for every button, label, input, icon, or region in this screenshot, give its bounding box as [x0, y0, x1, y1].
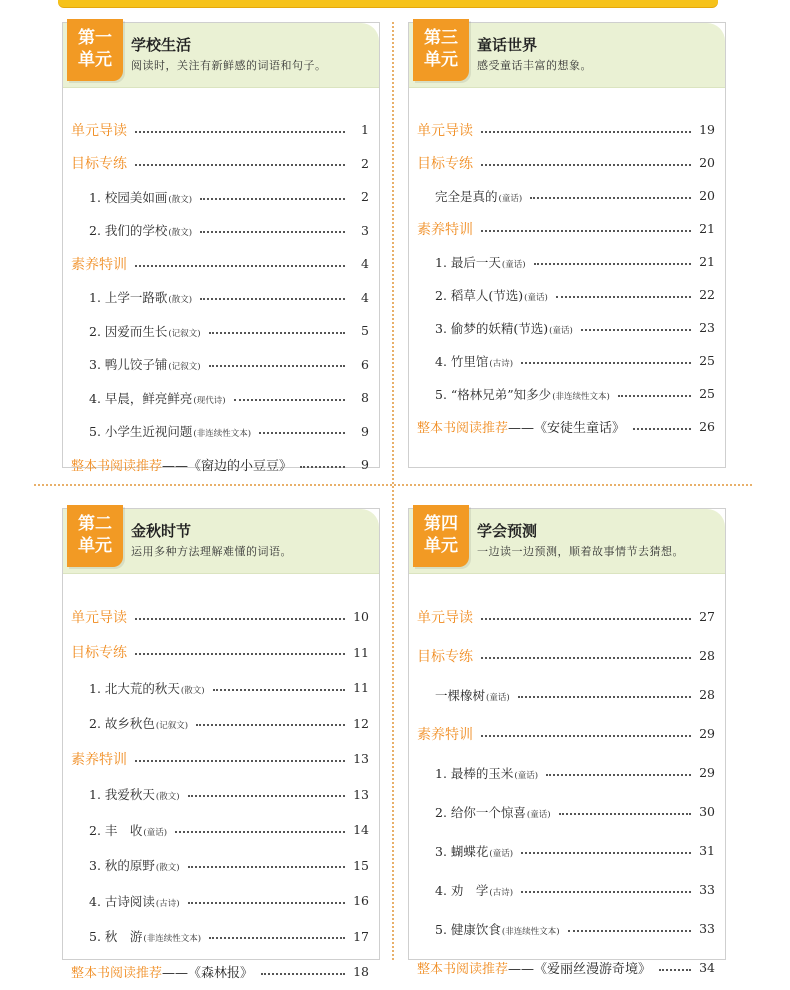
toc-entry-text: 2. 丰 收	[89, 822, 143, 838]
toc-entry-title	[435, 286, 548, 304]
toc-entry[interactable]	[71, 381, 369, 415]
toc-entry[interactable]	[417, 948, 715, 987]
toc-entry-title: 单元导读	[417, 122, 473, 139]
row-divider	[34, 484, 752, 486]
toc-entry-title: 素养特训	[71, 751, 127, 768]
toc-entry[interactable]	[71, 670, 369, 706]
toc-entry[interactable]	[417, 831, 715, 870]
toc-entry-title	[89, 892, 180, 910]
toc-entry-title: 目标专练	[71, 156, 127, 173]
genre-tag: (非连续性文本)	[552, 391, 610, 402]
toc-entry-text: 2. 故乡秋色	[89, 716, 155, 732]
unit-header	[63, 509, 379, 574]
toc-entry[interactable]	[71, 314, 369, 348]
genre-tag: (散文)	[155, 863, 180, 874]
toc-entry-text: 2. 我们的学校	[89, 223, 168, 239]
toc-entry[interactable]	[71, 415, 369, 449]
page-number: 20	[699, 155, 715, 170]
toc-entry[interactable]	[417, 909, 715, 948]
dot-leader	[546, 774, 691, 776]
unit-panel-1	[62, 22, 380, 475]
dot-leader	[209, 332, 345, 334]
unit-badge	[67, 19, 123, 81]
unit-panel-4	[408, 508, 726, 977]
toc-entry[interactable]	[417, 245, 715, 278]
page-number: 3	[361, 222, 369, 238]
unit-badge	[413, 505, 469, 567]
toc-entry[interactable]	[417, 714, 715, 753]
unit-subtitle: 感受童话丰富的想象。	[477, 59, 592, 72]
toc-entry-title	[89, 679, 205, 697]
toc-entry-title: 素养特训	[417, 726, 473, 743]
dot-leader	[518, 696, 691, 698]
dot-leader	[135, 164, 345, 166]
toc-entry[interactable]	[417, 377, 715, 410]
toc-entry[interactable]	[417, 753, 715, 792]
page-number: 29	[699, 765, 715, 780]
toc-entry[interactable]	[417, 792, 715, 831]
dot-leader	[481, 735, 691, 737]
toc-entry-text: 4. 古诗阅读	[89, 893, 155, 909]
dot-leader	[261, 973, 345, 975]
toc-entry-title	[435, 352, 513, 370]
page-number: 15	[353, 857, 369, 873]
toc-entry[interactable]	[71, 281, 369, 315]
dot-leader	[200, 198, 345, 200]
toc-entry-text: 4. 竹里馆	[435, 353, 489, 369]
toc-entry[interactable]	[417, 870, 715, 909]
dot-leader	[135, 618, 345, 620]
page-number: 33	[699, 882, 715, 897]
dot-leader	[521, 362, 691, 364]
genre-tag: (古诗)	[489, 358, 514, 369]
toc-entry-text: 2. 稻草人(节选)	[435, 287, 524, 303]
dot-leader	[135, 653, 345, 655]
dot-leader	[200, 231, 345, 233]
book-recommend-label: 整本书阅读推荐	[71, 459, 163, 475]
toc-entry-title: 素养特训	[417, 221, 473, 238]
toc-entry-title	[89, 288, 192, 306]
toc-entry[interactable]	[71, 635, 369, 671]
toc-entry[interactable]	[417, 597, 715, 636]
page-number: 26	[699, 419, 715, 434]
toc-entry[interactable]	[71, 954, 369, 990]
unit-title: 学校生活	[131, 36, 192, 54]
toc-entry-text: 1. 最后一天	[435, 254, 501, 270]
toc-entry-title	[435, 385, 610, 403]
toc-entry-text: 3. 偷梦的妖精(节选)	[435, 320, 549, 336]
genre-tag: (童话)	[524, 292, 548, 303]
dot-leader	[300, 466, 345, 468]
toc-entry-title	[435, 686, 510, 704]
dot-leader	[188, 866, 345, 868]
page-number: 16	[353, 893, 369, 909]
toc-entry-text: 2. 因爱而生长	[89, 323, 168, 339]
toc-entry[interactable]	[71, 448, 369, 482]
toc-entry-title: 素养特训	[71, 256, 127, 273]
dot-leader	[530, 197, 691, 199]
toc-entry[interactable]	[71, 214, 369, 248]
page-number: 14	[353, 822, 369, 838]
page-number: 9	[361, 457, 369, 473]
toc-entry-title	[89, 714, 188, 732]
toc-entry-title	[435, 920, 560, 938]
page-number: 9	[361, 423, 369, 439]
genre-tag: (古诗)	[489, 887, 514, 898]
dot-leader	[556, 296, 691, 298]
page-number: 27	[699, 609, 715, 624]
dot-leader	[200, 298, 345, 300]
dot-leader	[209, 937, 345, 939]
toc-entry[interactable]	[71, 599, 369, 635]
genre-tag: (童话)	[501, 259, 526, 270]
unit-header	[409, 509, 725, 574]
toc-entry-text: 1. 校园美如画	[89, 189, 168, 205]
toc-entry-title	[435, 253, 526, 271]
toc-entry-text: 3. 秋的原野	[89, 858, 155, 874]
toc-entry-title	[435, 764, 538, 782]
toc-list	[71, 113, 369, 482]
book-title: ——《安徒生童话》	[508, 421, 626, 436]
page-number: 29	[699, 726, 715, 741]
dot-leader	[633, 428, 691, 430]
toc-entry-text: 5. 健康饮食	[435, 921, 501, 937]
genre-tag: (散文)	[168, 228, 193, 239]
page-number: 23	[699, 320, 715, 335]
column-divider	[392, 22, 394, 960]
toc-entry[interactable]	[417, 113, 715, 146]
dot-leader	[559, 813, 691, 815]
genre-tag: (童话)	[514, 770, 539, 781]
toc-entry-title: 目标专练	[417, 155, 473, 172]
page-number: 13	[353, 786, 369, 802]
genre-tag: (童话)	[526, 809, 551, 820]
toc-entry-text: 2. 给你一个惊喜	[435, 804, 526, 820]
page-number: 28	[699, 687, 715, 702]
page-number: 2	[361, 155, 369, 171]
dot-leader	[234, 399, 345, 401]
toc-entry-title	[89, 355, 201, 373]
unit-badge	[67, 505, 123, 567]
book-recommend-label: 整本书阅读推荐	[417, 962, 509, 977]
page-number: 2	[361, 189, 369, 205]
page-number: 4	[361, 256, 369, 272]
toc-entry[interactable]	[71, 706, 369, 742]
dot-leader	[659, 969, 691, 971]
toc-entry-title	[435, 803, 551, 821]
toc-entry-text: 3. 鸭儿饺子铺	[89, 357, 168, 373]
toc-entry[interactable]	[71, 848, 369, 884]
page-number: 33	[699, 921, 715, 936]
unit-badge-word: 单元	[78, 536, 112, 556]
toc-entry-text: 1. 最棒的玉米	[435, 765, 514, 781]
genre-tag: (童话)	[498, 193, 523, 204]
page-number: 13	[353, 751, 369, 767]
top-banner-bar	[58, 0, 718, 7]
dot-leader	[481, 230, 691, 232]
toc-entry-text: 3. 蝴蝶花	[435, 843, 489, 859]
book-recommend-label: 整本书阅读推荐	[417, 421, 509, 436]
dot-leader	[581, 329, 691, 331]
toc-entry-title	[89, 856, 180, 874]
unit-badge-number: 第一	[78, 28, 112, 48]
genre-tag: (散文)	[155, 792, 180, 803]
toc-entry-title	[435, 881, 513, 899]
page-number: 25	[699, 386, 715, 401]
genre-tag: (记叙文)	[168, 362, 201, 373]
toc-entry-title	[89, 221, 192, 239]
toc-entry-text: 一棵橡树	[435, 687, 486, 703]
unit-subtitle: 阅读时，关注有新鲜感的词语和句子。	[131, 59, 327, 72]
dot-leader	[135, 760, 345, 762]
toc-entry[interactable]	[71, 247, 369, 281]
book-title: ——《窗边的小豆豆》	[162, 459, 293, 475]
dot-leader	[213, 689, 345, 691]
dot-leader	[481, 618, 691, 620]
toc-entry-text: 5. “格林兄弟”知多少	[435, 386, 552, 402]
toc-entry[interactable]	[71, 180, 369, 214]
page-number: 25	[699, 353, 715, 368]
toc-entry[interactable]	[417, 179, 715, 212]
toc-entry-text: 1. 北大荒的秋天	[89, 680, 180, 696]
genre-tag: (古诗)	[155, 898, 180, 909]
toc-entry[interactable]	[417, 278, 715, 311]
toc-entry-text: 完全是真的	[435, 188, 498, 204]
genre-tag: (散文)	[180, 685, 205, 696]
toc-entry[interactable]	[71, 883, 369, 919]
toc-entry-title	[435, 319, 573, 337]
page-number: 18	[353, 964, 369, 980]
page-number: 11	[353, 644, 369, 660]
dot-leader	[209, 365, 345, 367]
book-recommend-label: 整本书阅读推荐	[71, 966, 163, 982]
toc-entry-text: 5. 秋 游	[89, 929, 143, 945]
toc-entry-title	[89, 821, 167, 839]
book-title: ——《森林报》	[162, 966, 254, 982]
toc-entry-title	[89, 389, 226, 407]
toc-entry[interactable]	[417, 675, 715, 714]
toc-entry-title: 单元导读	[71, 122, 127, 139]
dot-leader	[196, 724, 345, 726]
toc-entry[interactable]	[417, 410, 715, 443]
page-number: 22	[699, 287, 715, 302]
toc-entry-title	[89, 322, 201, 340]
genre-tag: (散文)	[168, 194, 193, 205]
page-number: 10	[353, 609, 369, 625]
page-number: 4	[361, 289, 369, 305]
toc-entry-title	[417, 958, 651, 977]
toc-entry[interactable]	[71, 113, 369, 147]
toc-list	[417, 113, 715, 443]
unit-title: 学会预测	[477, 522, 538, 540]
unit-badge-number: 第三	[424, 28, 458, 48]
toc-entry[interactable]	[71, 147, 369, 181]
dot-leader	[175, 831, 345, 833]
unit-badge-word: 单元	[424, 50, 458, 70]
unit-title: 金秋时节	[131, 522, 192, 540]
toc-entry-title	[89, 422, 251, 440]
unit-panel-3	[408, 22, 726, 468]
dot-leader	[521, 852, 691, 854]
toc-entry-title	[435, 187, 522, 205]
toc-entry[interactable]	[71, 919, 369, 955]
page-number: 1	[361, 122, 369, 138]
dot-leader	[135, 131, 345, 133]
genre-tag: (记叙文)	[168, 328, 201, 339]
page-number: 17	[353, 928, 369, 944]
genre-tag: (记叙文)	[155, 721, 189, 732]
unit-badge-number: 第二	[78, 514, 112, 534]
unit-badge	[413, 19, 469, 81]
toc-entry-text: 5. 小学生近视问题	[89, 424, 193, 440]
toc-entry[interactable]	[71, 741, 369, 777]
unit-header	[63, 23, 379, 88]
unit-header	[409, 23, 725, 88]
dot-leader	[521, 891, 691, 893]
genre-tag: (非连续性文本)	[501, 926, 560, 937]
dot-leader	[618, 395, 691, 397]
page-number: 30	[699, 804, 715, 819]
unit-badge-word: 单元	[424, 536, 458, 556]
dot-leader	[481, 164, 691, 166]
toc-entry-title	[89, 927, 201, 945]
unit-subtitle: 运用多种方法理解难懂的词语。	[131, 545, 292, 558]
toc-entry[interactable]	[417, 636, 715, 675]
toc-entry[interactable]	[71, 777, 369, 813]
page-number: 12	[353, 715, 369, 731]
toc-entry-title: 目标专练	[417, 648, 473, 665]
page-number: 8	[361, 390, 369, 406]
page-number: 28	[699, 648, 715, 663]
toc-entry[interactable]	[417, 212, 715, 245]
page-number: 34	[699, 960, 715, 975]
dot-leader	[568, 930, 691, 932]
genre-tag: (童话)	[143, 827, 168, 838]
toc-entry-title	[89, 785, 180, 803]
toc-entry[interactable]	[417, 311, 715, 344]
toc-entry-title: 单元导读	[417, 609, 473, 626]
dot-leader	[188, 795, 345, 797]
genre-tag: (童话)	[486, 692, 510, 703]
toc-entry[interactable]	[417, 146, 715, 179]
book-title: ——《爱丽丝漫游奇境》	[508, 962, 652, 977]
toc-list	[417, 597, 715, 987]
page-number: 20	[699, 188, 715, 203]
genre-tag: (非连续性文本)	[143, 934, 202, 945]
page-number: 5	[361, 323, 369, 339]
dot-leader	[188, 902, 345, 904]
page-number: 19	[699, 122, 715, 137]
page-number: 21	[699, 254, 715, 269]
genre-tag: (非连续性文本)	[193, 429, 252, 440]
dot-leader	[481, 131, 691, 133]
toc-entry-title: 单元导读	[71, 609, 127, 626]
toc-entry-title	[71, 962, 253, 981]
genre-tag: (童话)	[489, 848, 514, 859]
unit-title: 童话世界	[477, 36, 538, 54]
page-number: 21	[699, 221, 715, 236]
toc-entry-text: 1. 上学一路歌	[89, 290, 168, 306]
toc-entry-title	[71, 455, 292, 474]
toc-entry[interactable]	[417, 344, 715, 377]
toc-entry[interactable]	[71, 812, 369, 848]
toc-entry[interactable]	[71, 348, 369, 382]
dot-leader	[534, 263, 691, 265]
toc-list	[71, 599, 369, 990]
page-number: 11	[353, 680, 369, 696]
toc-entry-text: 4. 劝 学	[435, 882, 489, 898]
toc-entry-text: 1. 我爱秋天	[89, 787, 155, 803]
page-number: 31	[699, 843, 715, 858]
toc-entry-title	[89, 188, 192, 206]
unit-badge-word: 单元	[78, 50, 112, 70]
dot-leader	[135, 265, 345, 267]
dot-leader	[259, 432, 345, 434]
unit-subtitle: 一边读一边预测，顺着故事情节去猜想。	[477, 545, 684, 558]
unit-badge-number: 第四	[424, 514, 458, 534]
unit-panel-2	[62, 508, 380, 982]
dot-leader	[481, 657, 691, 659]
genre-tag: (散文)	[168, 295, 193, 306]
toc-entry-title: 目标专练	[71, 645, 127, 662]
toc-entry-title	[417, 417, 625, 436]
toc-entry-title	[435, 842, 513, 860]
genre-tag: (童话)	[549, 325, 573, 336]
toc-entry-text: 4. 早晨，鲜亮鲜亮	[89, 390, 193, 406]
page-number: 6	[361, 356, 369, 372]
genre-tag: (现代诗)	[193, 395, 226, 406]
